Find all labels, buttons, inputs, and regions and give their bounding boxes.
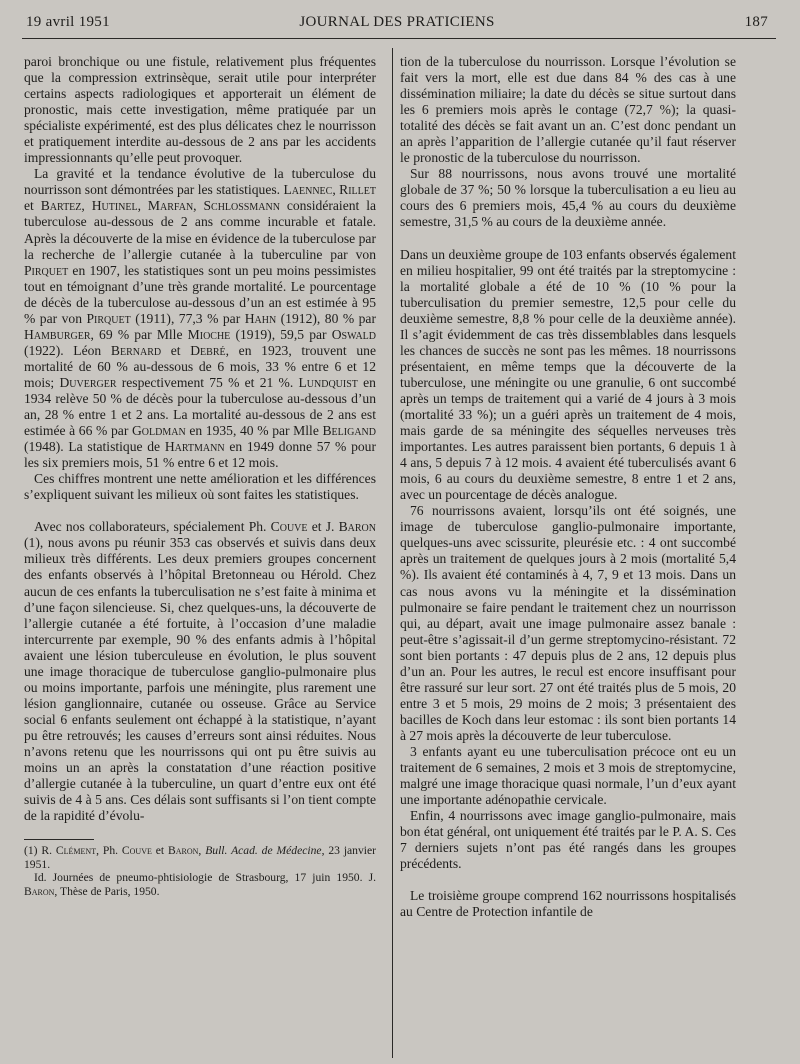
text-run: paroi bronchique ou une fistule, relativement plus fréquentes que la compression extrinsèque, serait utile pour interpréter certains aspects radiologiques et apporterait un élément de pronostic, mais cette investigation, même pratiquée par un spécialiste expérimenté, est des plus délicates chez le nourrisson et pratiquement interdite au-dessous de 2 ans par les accidents impressionnants qu’elle peut provoquer.	[24, 54, 376, 166]
text-run: (1948). La statistique de	[24, 439, 165, 455]
text-run: considéraient la tuberculose au-dessous de 2 ans comme incurable et fatale. Après la découverte de la mise en évidence de la tuberculose par la recherche de l’allergie cutanée à la tuberculine par von	[24, 198, 377, 262]
author-name: Couve	[270, 519, 308, 535]
text-run: en 1949 donne 57 % pour les six premiers mois, 51 % entre 6 et 12 mois.	[24, 439, 377, 471]
paragraph: 3 enfants ayant eu une tuberculisation précoce ont eu un traitement de 6 semaines, 2 mois et 3 mois de streptomycine, malgré une image thoracique quasi normale, l’un d’eux ayant une importante adénopathie cervicale.	[400, 743, 736, 808]
text-run: Id. Journées de pneumo-phtisiologie de Strasbourg, 17 juin 1950. J.	[34, 871, 376, 885]
text-run: respectivement 75 % et 21 %.	[116, 374, 299, 390]
text-run: (1922). Léon	[24, 342, 111, 358]
right-column	[400, 54, 736, 920]
text-run: et	[24, 198, 41, 214]
author-name: Goldman	[131, 423, 186, 439]
text-run: La gravité et la tendance évolutive de la tuberculose du nourrisson sont démontrées par les statistiques.	[24, 166, 376, 198]
author-name: Bernard	[110, 342, 162, 358]
author-name: Rillet	[339, 182, 376, 198]
text-run: en 1934 relève 50 % de décès pour la tuberculose au-dessous d’un an, 28 % entre 1 et 2 ans. La mortalité au-dessous de 2 ans est estimée à 66 % par	[24, 374, 376, 439]
footnote	[24, 844, 376, 871]
paragraph	[24, 519, 376, 824]
paragraph: Le troisième groupe comprend 162 nourrissons hospitalisés au Centre de Protection infantile de	[400, 888, 736, 920]
author-name: Hartmann	[164, 439, 225, 455]
issue-date: 19 avril 1951	[26, 14, 110, 30]
author-name: Schlossmann	[203, 198, 280, 214]
running-header	[26, 14, 768, 38]
text-run: , 69 % par Mlle	[90, 326, 188, 342]
journal-title: JOURNAL DES PRATICIENS	[299, 14, 495, 30]
text-run: et	[161, 342, 191, 358]
footnotes	[24, 844, 376, 898]
text-run: ,	[332, 182, 340, 198]
text-run: et	[151, 844, 168, 858]
author-name: Baron	[168, 844, 199, 858]
text-run: (1919), 59,5 par	[230, 326, 332, 342]
paragraph	[24, 166, 376, 471]
paragraph: tion de la tuberculose du nourrisson. Lorsque l’évolution se fait vers la mort, elle est due dans 84 % des cas à une dissémination miliaire; la date du décès se situe surtout dans les 6 premiers mois après le contage (72,7 %); la quasi-totalité des décès se fait avant un an. C’est donc pendant un an après l’apparition de l’allergie cutanée qu’il faut réserver le pronostic de la tuberculose du nourrisson.	[400, 54, 736, 166]
author-name: Oswald	[331, 326, 376, 342]
author-name: Lundquist	[298, 374, 358, 390]
footnote	[24, 871, 376, 898]
author-name: Baron	[24, 884, 55, 898]
text-run: en 1935, 40 % par Mlle	[185, 423, 323, 439]
page-number: 187	[744, 14, 768, 30]
footnote-rule	[24, 839, 94, 840]
text-run: , en 1923, trouvent une mortalité de 60 % au-dessous de 6 mois, 33 % entre 6 et 12 mois;	[24, 342, 377, 390]
paragraph: Enfin, 4 nourrissons avec image ganglio-pulmonaire, mais bon état général, ont uniquement été traités par le P. A. S. Ces 7 derniers sujets n’ont pas été rangés dans les groupes précédents.	[400, 808, 736, 872]
text-run: , Ph.	[96, 844, 122, 858]
text-run: , Thèse de Paris, 1950.	[54, 884, 160, 898]
text-run: et J.	[307, 519, 339, 535]
citation-title: Bull. Acad. de Médecine	[205, 844, 322, 858]
author-name: Laennec	[283, 182, 333, 198]
text-run: (1912), 80 % par	[276, 310, 376, 326]
text-run: , 23 janvier 1951.	[24, 844, 377, 871]
left-column	[24, 54, 376, 899]
text-run: Ces chiffres montrent une nette amélioration et les différences s’expliquent suivant les milieux où sont faites les statistiques.	[24, 471, 376, 503]
text-run: (1) R.	[24, 844, 56, 858]
text-run: ,	[137, 198, 148, 214]
author-name: Marfan	[147, 198, 194, 214]
author-name: Hutinel	[91, 198, 138, 214]
author-name: Duverger	[59, 374, 117, 390]
text-run: (1911), 77,3 % par	[130, 310, 245, 326]
author-name: Pirquet	[24, 262, 69, 278]
text-run: ,	[198, 844, 206, 858]
paragraph: Sur 88 nourrissons, nous avons trouvé une mortalité globale de 37 %; 50 % lorsque la tuberculisation a eu lieu au cours des 6 premiers mois, 45,4 % au cours du deuxième semestre, 31,5 % au cours de la deuxième année.	[400, 166, 736, 230]
author-name: Beligand	[322, 423, 376, 439]
paragraph	[24, 471, 376, 503]
paragraph	[24, 54, 376, 166]
paragraph: 76 nourrissons avaient, lorsqu’ils ont été soignés, une image de tuberculose ganglio-pulmonaire importante, quelques-uns avec scissurite, pleurésie etc. : 4 ont succombé après un traitement de quelques jours à 2 mois (mortalité 5,4 %). Ils avaient été contaminés à 4, 7, 9 et 13 mois. Dans un cas nous avons vu la méningite et la dissémination pulmonaire se faire pendant le traitement chez un nourrisson qui, au départ, avait une image pulmonaire assez banale : peut-être s’agissait-il d’un germe streptomycino-résistant. 72 sont bien portants : 47 depuis plus de 2 ans, 12 depuis plus d’un an. Pour les autres, le recul est encore insuffisant pour être rassuré sur leur sort. 27 ont été traités plus de 5 mois, 20 entre 3 et 5 mois, 29 moins de 2 mois; 3 présentaient des bacilles de Koch dans leur estomac : ils sont bien portants 14 à 27 mois après la découverte de leur tuberculose.	[400, 503, 736, 743]
column-divider	[392, 48, 393, 1058]
author-name: Debré	[190, 342, 226, 358]
paragraph: Dans un deuxième groupe de 103 enfants observés également en milieu hospitalier, 99 ont été traités par la streptomycine : la mortalité globale a été de 10 % (10 % pour la tuberculisation du premier semestre, 12,5 pour celle du deuxième semestre, 8,8 % pour celle de la deuxième année). Il s’agit évidemment de cas très dissemblables dans lesquels les chances de succès ne sont pas les mêmes. 18 nourrissons présentaient, en même temps que la découverte de la tuberculose, une méningite ou une granulie, 6 ont succombé après un temps de traitement qui a varié de 4 jours à 3 mois (mortalité 33 %); un a guéri après un traitement de 4 mois, mais garde de sa méningite des séquelles nerveuses très importantes. Les autres paraissent bien portants, 6 depuis 1 à 4 ans, 5 depuis 7 à 12 mois. 4 avaient été tuberculisés avant 6 mois, 6 au cours du deuxième semestre, 8 entre 1 et 2 ans, avec un pourcentage de décès analogue.	[400, 246, 736, 503]
author-name: Bartez	[40, 198, 82, 214]
header-rule	[22, 38, 776, 39]
author-name: Baron	[338, 519, 376, 535]
text-run: Avec nos collaborateurs, spécialement Ph.	[34, 519, 271, 535]
author-name: Clément	[55, 844, 97, 858]
text-run: en 1907, les statistiques sont un peu moins pessimistes tout en témoignant d’une très grande mortalité. Le pourcentage de décès de la tuberculose au-dessous d’un an est estimée à 95 % par von	[24, 262, 376, 326]
text-run: ,	[193, 198, 204, 214]
author-name: Pirquet	[86, 310, 131, 326]
author-name: Hahn	[244, 310, 277, 326]
text-run: ,	[81, 198, 92, 214]
text-run: (1), nous avons pu réunir 353 cas observés et suivis dans deux milieux très différents. Les deux premiers groupes concernent des enfants observés à l’hôpital Bretonneau ou Hérold. Chez aucun de ces enfants la tuberculisation ne s’est faite à minima et d’une façon silencieuse. Si, chez quelques-uns, la découverte de l’allergie cutanée a été fortuite, à l’occasion d’une maladie intercurrente par exemple, 90 % des enfants admis à l’hôpital avaient une lésion tuberculeuse en évolution, le plus souvent une image thoracique de tuberculose ganglio-pulmonaire plus ou moins importante, parfois une méningite, plus rarement une lésion ganglionnaire, cutanée ou osseuse. Grâce au Service social 6 enfants seulement ont échappé à la statistique, n’ayant pu être retrouvés; les causes d’erreurs sont ainsi réduites. Nous n’avons retenu que les nourrissons qui ont pu être suivis au moins un an après la constatation d’une réaction positive d’allergie cutanée à la tuberculine, un quart d’entre eux ont été suivis de 4 à 5 ans. Ces délais sont suffisants si l’on tient compte de la rapidité d’évolu-	[24, 535, 376, 824]
author-name: Hamburger	[24, 326, 91, 342]
author-name: Couve	[121, 844, 152, 858]
author-name: Mioche	[187, 326, 231, 342]
